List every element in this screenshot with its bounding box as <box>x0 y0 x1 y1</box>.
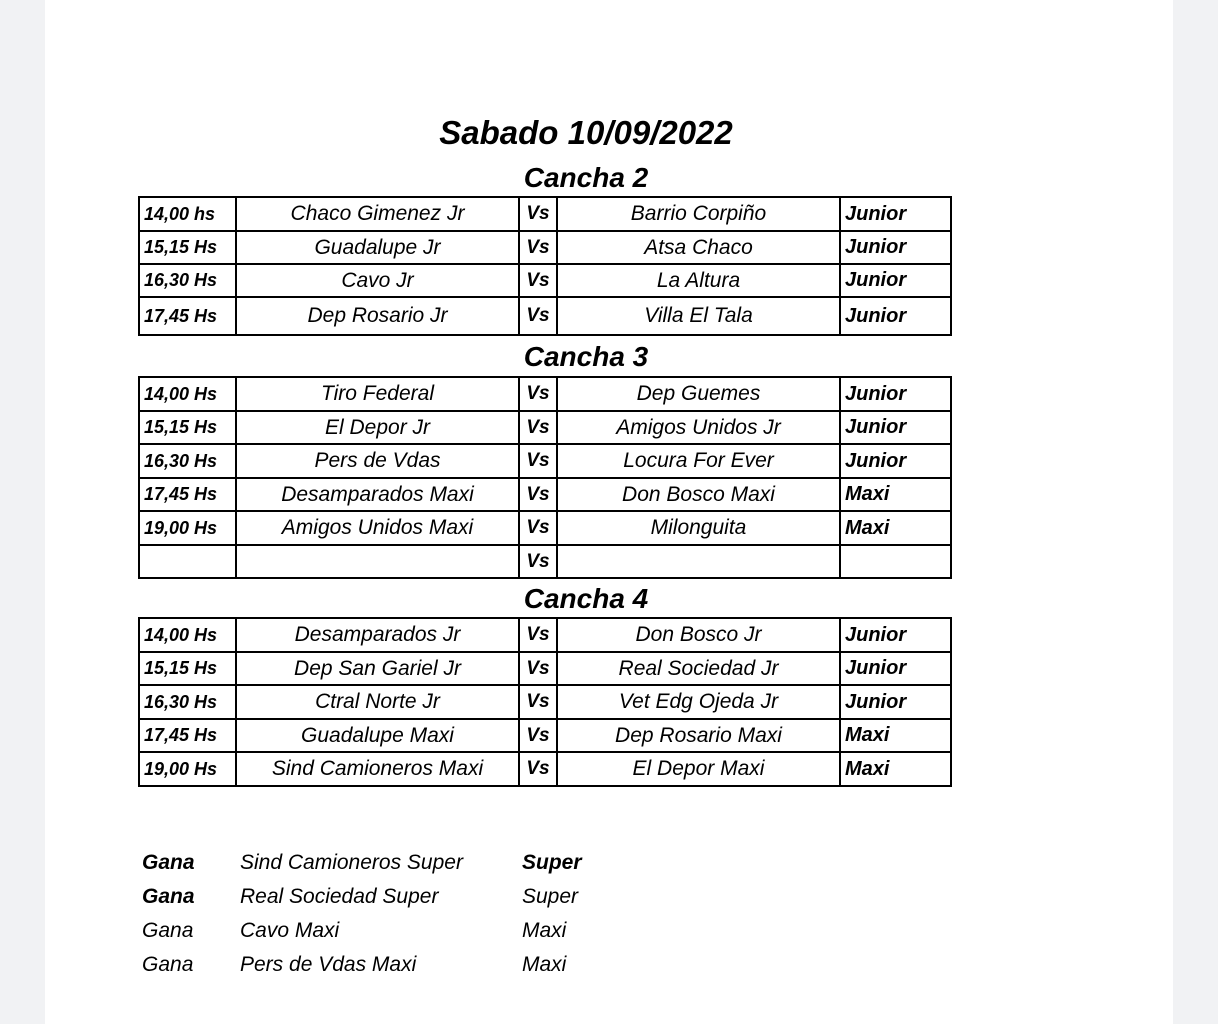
result-row <box>142 846 642 880</box>
result-row <box>142 880 642 914</box>
away-team: Villa El Tala <box>557 297 840 335</box>
away-team: El Depor Maxi <box>557 752 840 786</box>
match-time: 17,45 Hs <box>139 719 236 752</box>
versus-label: Vs <box>519 231 557 264</box>
result-category: Maxi <box>522 953 567 976</box>
home-team: Ctral Norte Jr <box>236 685 519 719</box>
match-category: Junior <box>840 652 951 685</box>
results-list <box>142 846 642 982</box>
match-time: 19,00 Hs <box>139 511 236 545</box>
table-row <box>139 545 951 578</box>
away-team: Real Sociedad Jr <box>557 652 840 685</box>
away-team: Barrio Corpiño <box>557 197 840 231</box>
match-category: Junior <box>840 618 951 652</box>
versus-label: Vs <box>519 197 557 231</box>
match-category: Junior <box>840 685 951 719</box>
home-team: Guadalupe Jr <box>236 231 519 264</box>
match-category <box>840 545 951 578</box>
result-label: Gana <box>142 919 194 942</box>
match-time: 16,30 Hs <box>139 264 236 297</box>
home-team: Chaco Gimenez Jr <box>236 197 519 231</box>
result-label: Gana <box>142 851 195 874</box>
home-team: Dep San Gariel Jr <box>236 652 519 685</box>
schedule-table <box>138 617 952 787</box>
match-time: 14,00 Hs <box>139 618 236 652</box>
versus-label: Vs <box>519 685 557 719</box>
away-team: Vet Edg Ojeda Jr <box>557 685 840 719</box>
page-title: Sabado 10/09/2022 <box>439 114 733 151</box>
match-time: 17,45 Hs <box>139 297 236 335</box>
result-category: Super <box>522 851 582 874</box>
versus-label: Vs <box>519 478 557 511</box>
section-heading: Cancha 4 <box>523 583 649 614</box>
away-team: Locura For Ever <box>557 444 840 478</box>
table-row <box>139 231 951 264</box>
table-row <box>139 264 951 297</box>
home-team: Desamparados Maxi <box>236 478 519 511</box>
away-team <box>557 545 840 578</box>
home-team: Desamparados Jr <box>236 618 519 652</box>
document-page <box>45 0 1173 1024</box>
result-row <box>142 914 642 948</box>
away-team: Don Bosco Maxi <box>557 478 840 511</box>
table-row <box>139 478 951 511</box>
table-row <box>139 685 951 719</box>
table-row <box>139 297 951 335</box>
home-team: Guadalupe Maxi <box>236 719 519 752</box>
match-category: Maxi <box>840 752 951 786</box>
result-team: Pers de Vdas Maxi <box>240 953 417 976</box>
match-time: 14,00 hs <box>139 197 236 231</box>
versus-label: Vs <box>519 752 557 786</box>
match-time: 15,15 Hs <box>139 411 236 444</box>
result-category: Maxi <box>522 919 567 942</box>
table-row <box>139 652 951 685</box>
match-category: Junior <box>840 264 951 297</box>
versus-label: Vs <box>519 444 557 478</box>
match-time: 15,15 Hs <box>139 231 236 264</box>
table-row <box>139 618 951 652</box>
match-time: 16,30 Hs <box>139 444 236 478</box>
match-time: 14,00 Hs <box>139 377 236 411</box>
home-team: El Depor Jr <box>236 411 519 444</box>
home-team: Sind Camioneros Maxi <box>236 752 519 786</box>
match-category: Junior <box>840 297 951 335</box>
versus-label: Vs <box>519 377 557 411</box>
table-row <box>139 444 951 478</box>
away-team: Dep Guemes <box>557 377 840 411</box>
versus-label: Vs <box>519 297 557 335</box>
home-team <box>236 545 519 578</box>
away-team: La Altura <box>557 264 840 297</box>
schedule-table <box>138 376 952 579</box>
result-team: Cavo Maxi <box>240 919 340 942</box>
versus-label: Vs <box>519 511 557 545</box>
result-label: Gana <box>142 885 195 908</box>
away-team: Dep Rosario Maxi <box>557 719 840 752</box>
schedule-table <box>138 196 952 336</box>
match-category: Junior <box>840 231 951 264</box>
match-time: 16,30 Hs <box>139 685 236 719</box>
away-team: Atsa Chaco <box>557 231 840 264</box>
match-time: 19,00 Hs <box>139 752 236 786</box>
match-category: Junior <box>840 411 951 444</box>
versus-label: Vs <box>519 652 557 685</box>
home-team: Cavo Jr <box>236 264 519 297</box>
table-row <box>139 411 951 444</box>
result-category: Super <box>522 885 579 908</box>
match-category: Maxi <box>840 719 951 752</box>
section-heading: Cancha 3 <box>523 341 649 372</box>
table-row <box>139 377 951 411</box>
match-category: Junior <box>840 444 951 478</box>
match-category: Junior <box>840 377 951 411</box>
versus-label: Vs <box>519 411 557 444</box>
table-row <box>139 197 951 231</box>
home-team: Pers de Vdas <box>236 444 519 478</box>
home-team: Amigos Unidos Maxi <box>236 511 519 545</box>
match-category: Maxi <box>840 511 951 545</box>
away-team: Don Bosco Jr <box>557 618 840 652</box>
versus-label: Vs <box>519 264 557 297</box>
match-time: 17,45 Hs <box>139 478 236 511</box>
match-time: 15,15 Hs <box>139 652 236 685</box>
away-team: Amigos Unidos Jr <box>557 411 840 444</box>
result-label: Gana <box>142 953 194 976</box>
match-time <box>139 545 236 578</box>
match-category: Junior <box>840 197 951 231</box>
result-team: Sind Camioneros Super <box>240 851 463 874</box>
result-team: Real Sociedad Super <box>240 885 439 908</box>
match-category: Maxi <box>840 478 951 511</box>
table-row <box>139 752 951 786</box>
result-row <box>142 948 642 982</box>
home-team: Tiro Federal <box>236 377 519 411</box>
section-heading: Cancha 2 <box>523 162 649 193</box>
home-team: Dep Rosario Jr <box>236 297 519 335</box>
versus-label: Vs <box>519 618 557 652</box>
versus-label: Vs <box>519 545 557 578</box>
versus-label: Vs <box>519 719 557 752</box>
table-row <box>139 511 951 545</box>
away-team: Milonguita <box>557 511 840 545</box>
table-row <box>139 719 951 752</box>
